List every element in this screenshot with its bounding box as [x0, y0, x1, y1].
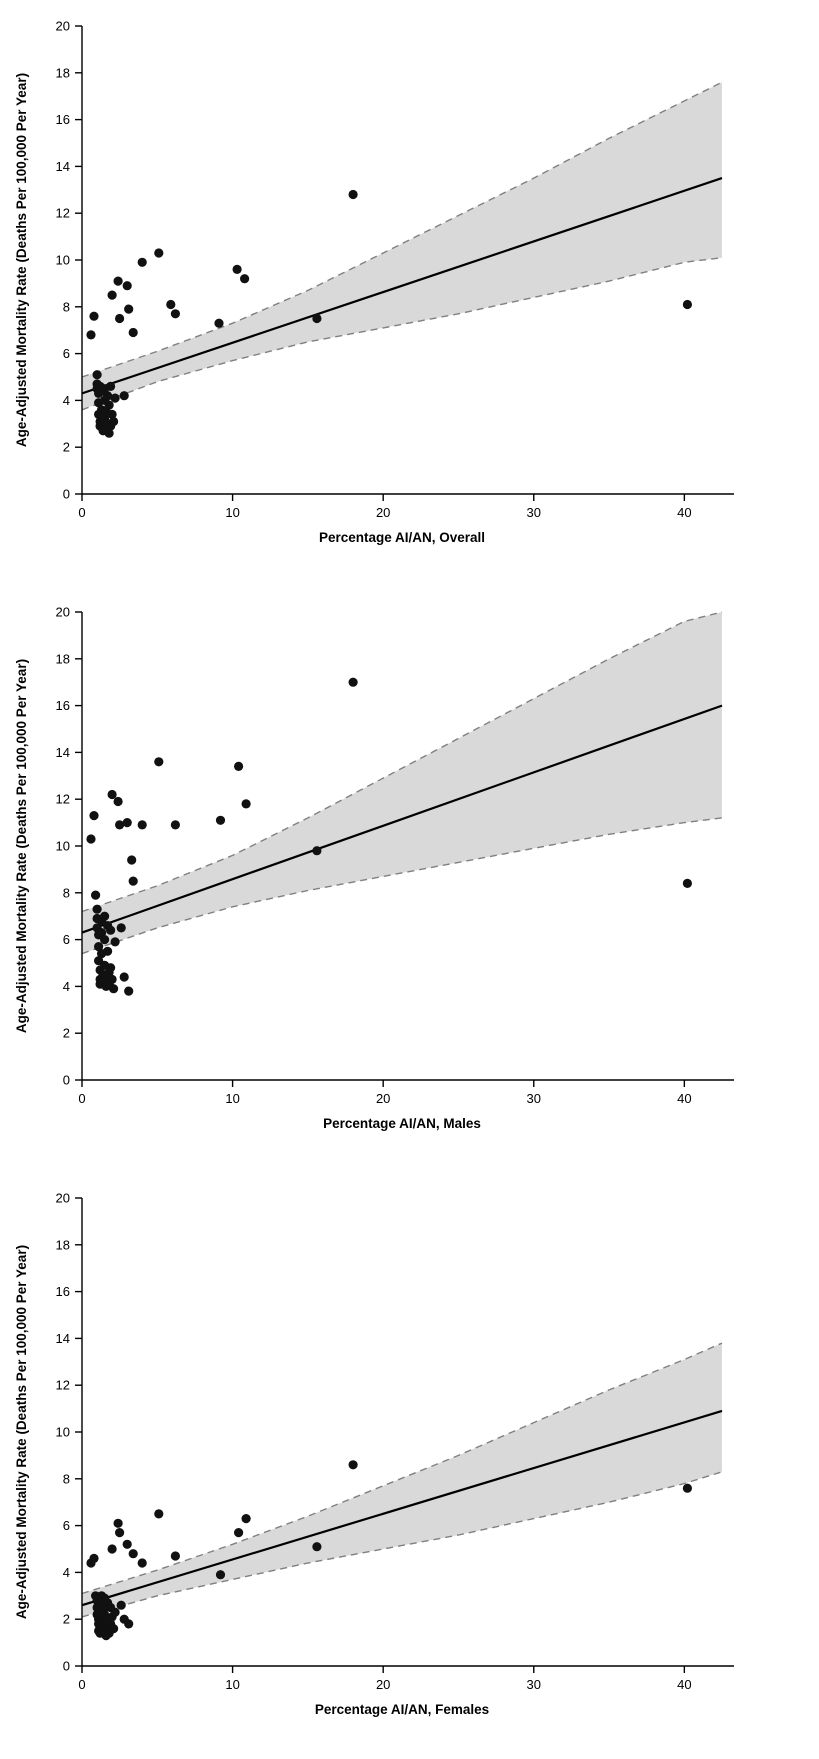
data-point — [683, 300, 692, 309]
data-point — [124, 1619, 133, 1628]
data-point — [106, 926, 115, 935]
data-point — [683, 1484, 692, 1493]
x-axis-title: Percentage AI/AN, Overall — [318, 530, 486, 545]
x-tick-label: 0 — [78, 1677, 86, 1692]
y-tick-label: 2 — [62, 1025, 70, 1041]
data-point — [114, 797, 123, 806]
x-tick-label: 20 — [375, 1677, 391, 1692]
data-point — [117, 923, 126, 932]
x-tick-label: 10 — [225, 1677, 240, 1692]
data-point — [108, 790, 117, 799]
data-point — [89, 1554, 98, 1563]
data-point — [171, 820, 180, 829]
regression-line — [82, 178, 722, 393]
data-point — [154, 757, 163, 766]
y-tick-label: 8 — [62, 1471, 70, 1487]
x-axis-title: Percentage AI/AN, Females — [314, 1702, 490, 1717]
data-point — [234, 1528, 243, 1537]
data-point — [129, 877, 138, 886]
data-point — [138, 1558, 147, 1567]
data-point — [109, 984, 118, 993]
x-tick-label: 30 — [526, 1091, 541, 1106]
data-point — [114, 277, 123, 286]
y-tick-label: 12 — [55, 791, 70, 807]
data-point — [233, 265, 242, 274]
data-point — [154, 1509, 163, 1518]
x-tick-label: 40 — [677, 1677, 692, 1692]
data-point — [114, 1519, 123, 1528]
data-point — [103, 947, 112, 956]
data-point — [123, 818, 132, 827]
y-tick-label: 6 — [62, 932, 70, 948]
data-point — [166, 300, 175, 309]
data-point — [124, 987, 133, 996]
data-point — [216, 816, 225, 825]
data-point — [123, 1540, 132, 1549]
data-point — [129, 328, 138, 337]
y-tick-label: 16 — [55, 112, 70, 128]
data-point — [127, 855, 136, 864]
y-tick-label: 20 — [55, 1190, 70, 1206]
data-point — [100, 935, 109, 944]
y-tick-label: 0 — [62, 486, 70, 502]
x-tick-label: 0 — [78, 505, 86, 520]
y-tick-label: 2 — [62, 439, 70, 455]
y-tick-label: 12 — [55, 205, 70, 221]
y-tick-label: 16 — [55, 1284, 70, 1300]
data-point — [115, 314, 124, 323]
y-axis-title: Age-Adjusted Mortality Rate (Deaths Per 100,000 Per Year) — [14, 1244, 29, 1620]
data-point — [138, 258, 147, 267]
data-point — [120, 972, 129, 981]
regression-line — [82, 1411, 722, 1605]
data-point — [242, 799, 251, 808]
y-axis-title: Age-Adjusted Mortality Rate (Deaths Per 100,000 Per Year) — [14, 658, 29, 1034]
data-point — [312, 1542, 321, 1551]
data-point — [123, 281, 132, 290]
y-tick-label: 14 — [55, 1330, 70, 1346]
y-tick-label: 0 — [62, 1072, 70, 1088]
data-point — [216, 1570, 225, 1579]
confidence-band — [82, 612, 722, 954]
data-point — [93, 370, 102, 379]
data-point — [108, 975, 117, 984]
data-point — [240, 274, 249, 283]
data-point — [108, 1544, 117, 1553]
x-tick-label: 0 — [78, 1091, 86, 1106]
y-tick-label: 2 — [62, 1611, 70, 1627]
data-point — [109, 1624, 118, 1633]
y-tick-label: 18 — [55, 1237, 70, 1253]
data-point — [93, 905, 102, 914]
y-tick-label: 8 — [62, 885, 70, 901]
x-tick-label: 40 — [677, 505, 692, 520]
x-tick-label: 20 — [375, 505, 391, 520]
y-tick-label: 4 — [62, 392, 70, 408]
panel-overall-svg — [0, 0, 819, 586]
data-point — [111, 937, 120, 946]
data-point — [349, 1460, 358, 1469]
data-point — [312, 846, 321, 855]
data-point — [106, 382, 115, 391]
data-point — [105, 401, 114, 410]
data-point — [111, 394, 120, 403]
panel-males — [0, 586, 819, 1172]
y-tick-label: 18 — [55, 651, 70, 667]
y-tick-label: 20 — [55, 604, 70, 620]
x-tick-label: 30 — [526, 1677, 541, 1692]
y-axis-title: Age-Adjusted Mortality Rate (Deaths Per 100,000 Per Year) — [14, 72, 29, 448]
data-point — [106, 963, 115, 972]
data-point — [108, 291, 117, 300]
y-tick-label: 4 — [62, 1564, 70, 1580]
x-tick-label: 10 — [225, 1091, 240, 1106]
data-point — [120, 391, 129, 400]
y-tick-label: 10 — [55, 252, 70, 268]
data-point — [138, 820, 147, 829]
y-tick-label: 6 — [62, 346, 70, 362]
data-point — [89, 312, 98, 321]
y-tick-label: 12 — [55, 1377, 70, 1393]
data-point — [129, 1549, 138, 1558]
panel-females — [0, 1172, 819, 1758]
x-axis-title: Percentage AI/AN, Males — [323, 1116, 481, 1131]
y-tick-label: 16 — [55, 698, 70, 714]
data-point — [683, 879, 692, 888]
y-tick-label: 18 — [55, 65, 70, 81]
x-tick-label: 40 — [677, 1091, 692, 1106]
data-point — [89, 811, 98, 820]
y-tick-label: 14 — [55, 158, 70, 174]
data-point — [214, 319, 223, 328]
data-point — [154, 248, 163, 257]
panel-overall — [0, 0, 819, 586]
panel-females-svg — [0, 1172, 819, 1758]
x-tick-label: 10 — [225, 505, 240, 520]
data-point — [91, 891, 100, 900]
data-point — [117, 1601, 126, 1610]
data-point — [86, 834, 95, 843]
data-point — [349, 190, 358, 199]
data-point — [234, 762, 243, 771]
panel-males-svg — [0, 586, 819, 1172]
y-tick-label: 4 — [62, 978, 70, 994]
data-point — [242, 1514, 251, 1523]
data-point — [115, 1528, 124, 1537]
data-point — [171, 1551, 180, 1560]
data-point — [100, 912, 109, 921]
data-point — [171, 309, 180, 318]
y-tick-label: 0 — [62, 1658, 70, 1674]
y-tick-label: 6 — [62, 1518, 70, 1534]
data-point — [86, 330, 95, 339]
x-tick-label: 30 — [526, 505, 541, 520]
data-point — [109, 417, 118, 426]
data-point — [312, 314, 321, 323]
y-tick-label: 8 — [62, 299, 70, 315]
x-tick-label: 20 — [375, 1091, 391, 1106]
y-tick-label: 20 — [55, 18, 70, 34]
data-point — [349, 678, 358, 687]
y-tick-label: 10 — [55, 1424, 70, 1440]
y-tick-label: 10 — [55, 838, 70, 854]
y-tick-label: 14 — [55, 744, 70, 760]
data-point — [111, 1608, 120, 1617]
data-point — [124, 305, 133, 314]
